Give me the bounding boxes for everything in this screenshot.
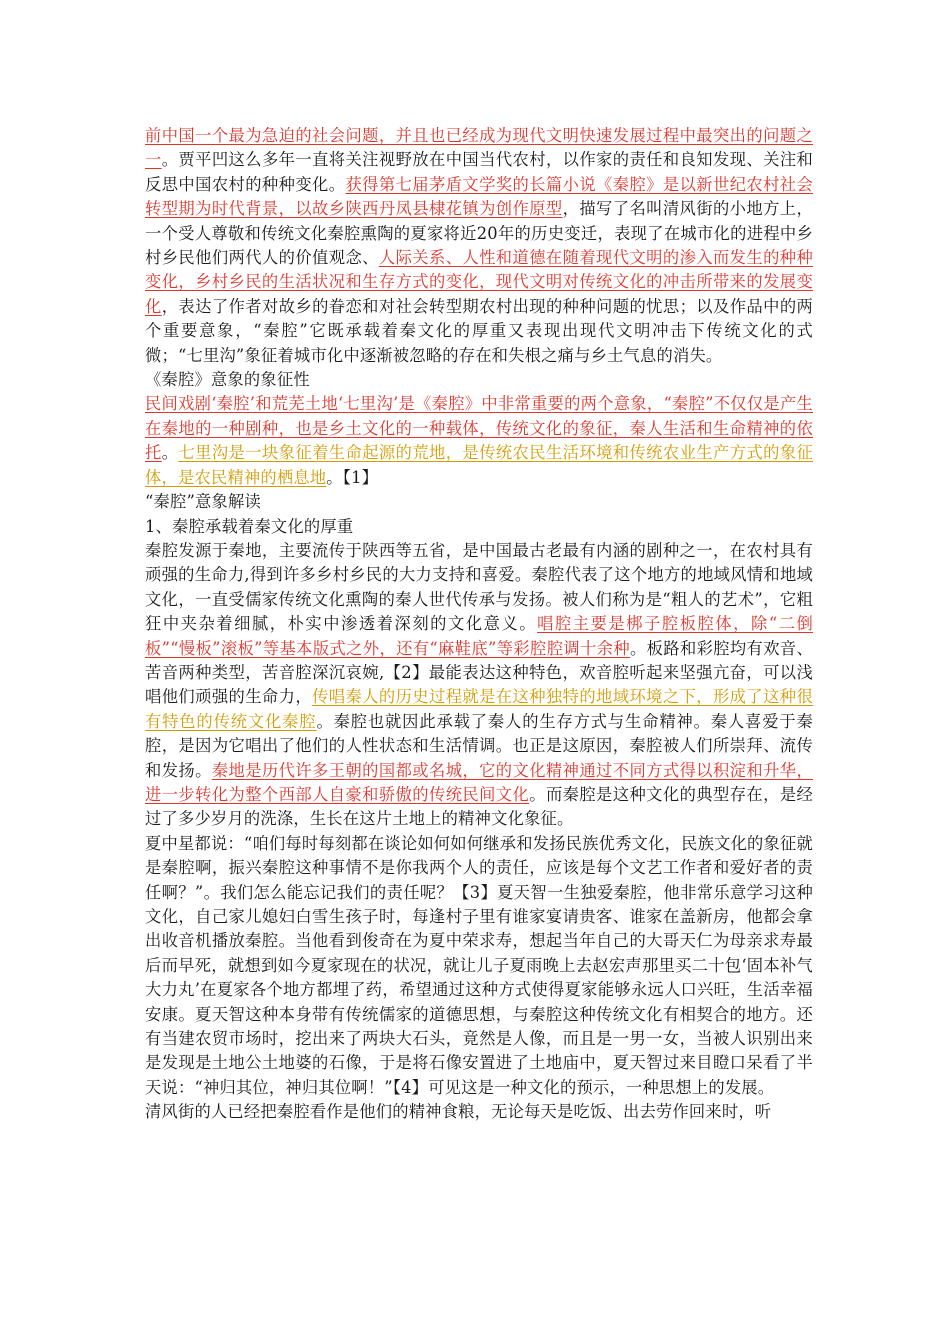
paragraph <box>145 392 813 490</box>
text-span: “秦腔”意象解读 <box>145 492 261 512</box>
text-span: ，表达了作者对故乡的眷恋和对社会转型期农村出现的种种问题的忧思；以及作品中的两个重要意象，“秦腔”它既承载着秦文化的厚重又表现出现代文明冲击下传统文化的式微；“七里沟”象征着城市化中逐渐被忽略的存在和失根之痛与乡土气息的消失。 <box>145 296 814 365</box>
highlighted-text: 唱腔主要是梆子腔板腔体，除“二倒板”“慢板”滚板”等基本版式之外，还有“麻鞋底”等彩腔腔调十余种 <box>145 614 813 658</box>
highlighted-text: 获得第七届茅盾文学奖的长篇小说《秦腔》是以新世纪农村社会转型期为时代背景，以故乡陕西丹凤县棣花镇为创作原型 <box>145 174 813 219</box>
document-body <box>145 124 813 1125</box>
text-span: 。 <box>161 443 179 463</box>
highlighted-text: 秦地是历代许多王朝的国都或名城，它的文化精神通过不同方式得以积淀和升华，进一步转化为整个西部人自豪和骄傲的传统民间文化 <box>145 760 813 804</box>
text-span: ，描写了名叫清风街的小地方上，一个受人尊敬和传统文化秦腔熏陶的夏家将近20年的历史变迁，表现了在城市化的进程中乡村乡民他们两代人的价值观念、 <box>145 199 813 268</box>
text-span: 夏中星都说：“咱们每时每刻都在谈论如何如何继承和发扬民族优秀文化，民族文化的象征就是秦腔啊，振兴秦腔这种事情不是你我两个人的责任，应该是每个文艺工作者和爱好者的责任啊？”。我们怎么能忘记我们的责任呢？【3】夏天智一生独爱秦腔，他非常乐意学习这种文化，自己家儿媳妇白雪生孩子时，每逢村子里有谁家宴请贵客、谁家在盖新房，他都会拿出收音机播放秦腔。当他看到俊奇在为夏中荣求寿，想起当年自己的大哥天仁为母亲求寿最后而早死，就想到如今夏家现在的状况，就让儿子夏雨晚上去赵宏声那里买二十包‘固本补气大力丸’在夏家各个地方都埋了药，希望通过这种方式使得夏家能够永远人口兴旺，生活幸福安康。夏天智这种本身带有传统儒家的道德思想，与秦腔这种传统文化有相契合的地方。还有当建农贸市场时，挖出来了两块大石头，竟然是人像，而且是一男一女，当被人识别出来是发现是土地公土地婆的石像，于是将石像安置进了土地庙中，夏天智过来目瞪口呆看了半天说：“神归其位，神归其位啊！”【4】可见这是一种文化的预示，一种思想上的发展。 <box>145 833 813 1097</box>
highlighted-text: 七里沟是一块象征着生命起源的荒地，是传统农民生活环境和传统农业生产方式的象征体，是农民精神的栖息地 <box>145 443 814 487</box>
paragraph <box>145 1100 813 1124</box>
text-span: 。板路和彩腔均有欢音、苦音两种类型，苦音腔深沉哀婉,【2】最能表达这种特色，欢音腔听起来坚强亢奋，可以浅唱他们顽强的生命力， <box>145 638 813 707</box>
text-span: 。而秦腔是这种文化的典型存在，是经过了多少岁月的洗涤，生长在这片土地上的精神文化象征。 <box>145 784 814 829</box>
paragraph <box>145 124 813 368</box>
paragraph <box>145 832 813 1100</box>
highlighted-text: 前中国一个最为急迫的社会问题，并且也已经成为现代文明快速发展过程中最突出的问题之一 <box>145 126 813 170</box>
text-span: 1、秦腔承载着秦文化的厚重 <box>145 516 354 536</box>
text-span: 《秦腔》意象的象征性 <box>145 370 310 390</box>
text-span: 。【1】 <box>326 467 379 487</box>
text-span: 秦腔发源于秦地，主要流传于陕西等五省，是中国最古老最有内涵的剧种之一，在农村具有顽强的生命力,得到许多乡村乡民的大力支持和喜爱。秦腔代表了这个地方的地域风情和地域文化，一直受儒家传统文化熏陶的秦人世代传承与发扬。被人们称为是“粗人的艺术”，它粗狂中夹杂着细腻，朴实中渗透着深刻的文化意义。 <box>145 540 813 634</box>
text-span: 。贾平凹这么多年一直将关注视野放在中国当代农村，以作家的责任和良知发现、关注和反思中国农村的种种变化。 <box>145 150 814 194</box>
highlighted-text: 人际关系、人性和道德在随着现代文明的渗入而发生的种种变化，乡村乡民的生活状况和生存方式的变化，现代文明对传统文化的冲击所带来的发展变化 <box>145 248 813 316</box>
highlighted-text: 传唱秦人的历史过程就是在这种独特的地域环境之下，形成了这种很有特色的传统文化秦腔 <box>145 687 813 731</box>
highlighted-text: 民间戏剧‘秦腔’和荒芜土地‘七里沟’是《秦腔》中非常重要的两个意象，“秦腔”不仅仅是产生在秦地的一种剧种，也是乡土文化的一种载体，传统文化的象征，秦人生活和生命精神的依托 <box>145 394 813 463</box>
paragraph <box>145 368 813 392</box>
paragraph <box>145 515 813 539</box>
text-span: 。秦腔也就因此承载了秦人的生存方式与生命精神。秦人喜爱于秦腔，是因为它唱出了他们的人性状态和生活情调。也正是这原因，秦腔被人们所崇拜、流传和发扬。 <box>145 711 813 780</box>
paragraph <box>145 490 813 514</box>
paragraph <box>145 539 813 832</box>
text-span: 清风街的人已经把秦腔看作是他们的精神食粮，无论每天是吃饭、出去劳作回来时，听 <box>145 1102 772 1122</box>
